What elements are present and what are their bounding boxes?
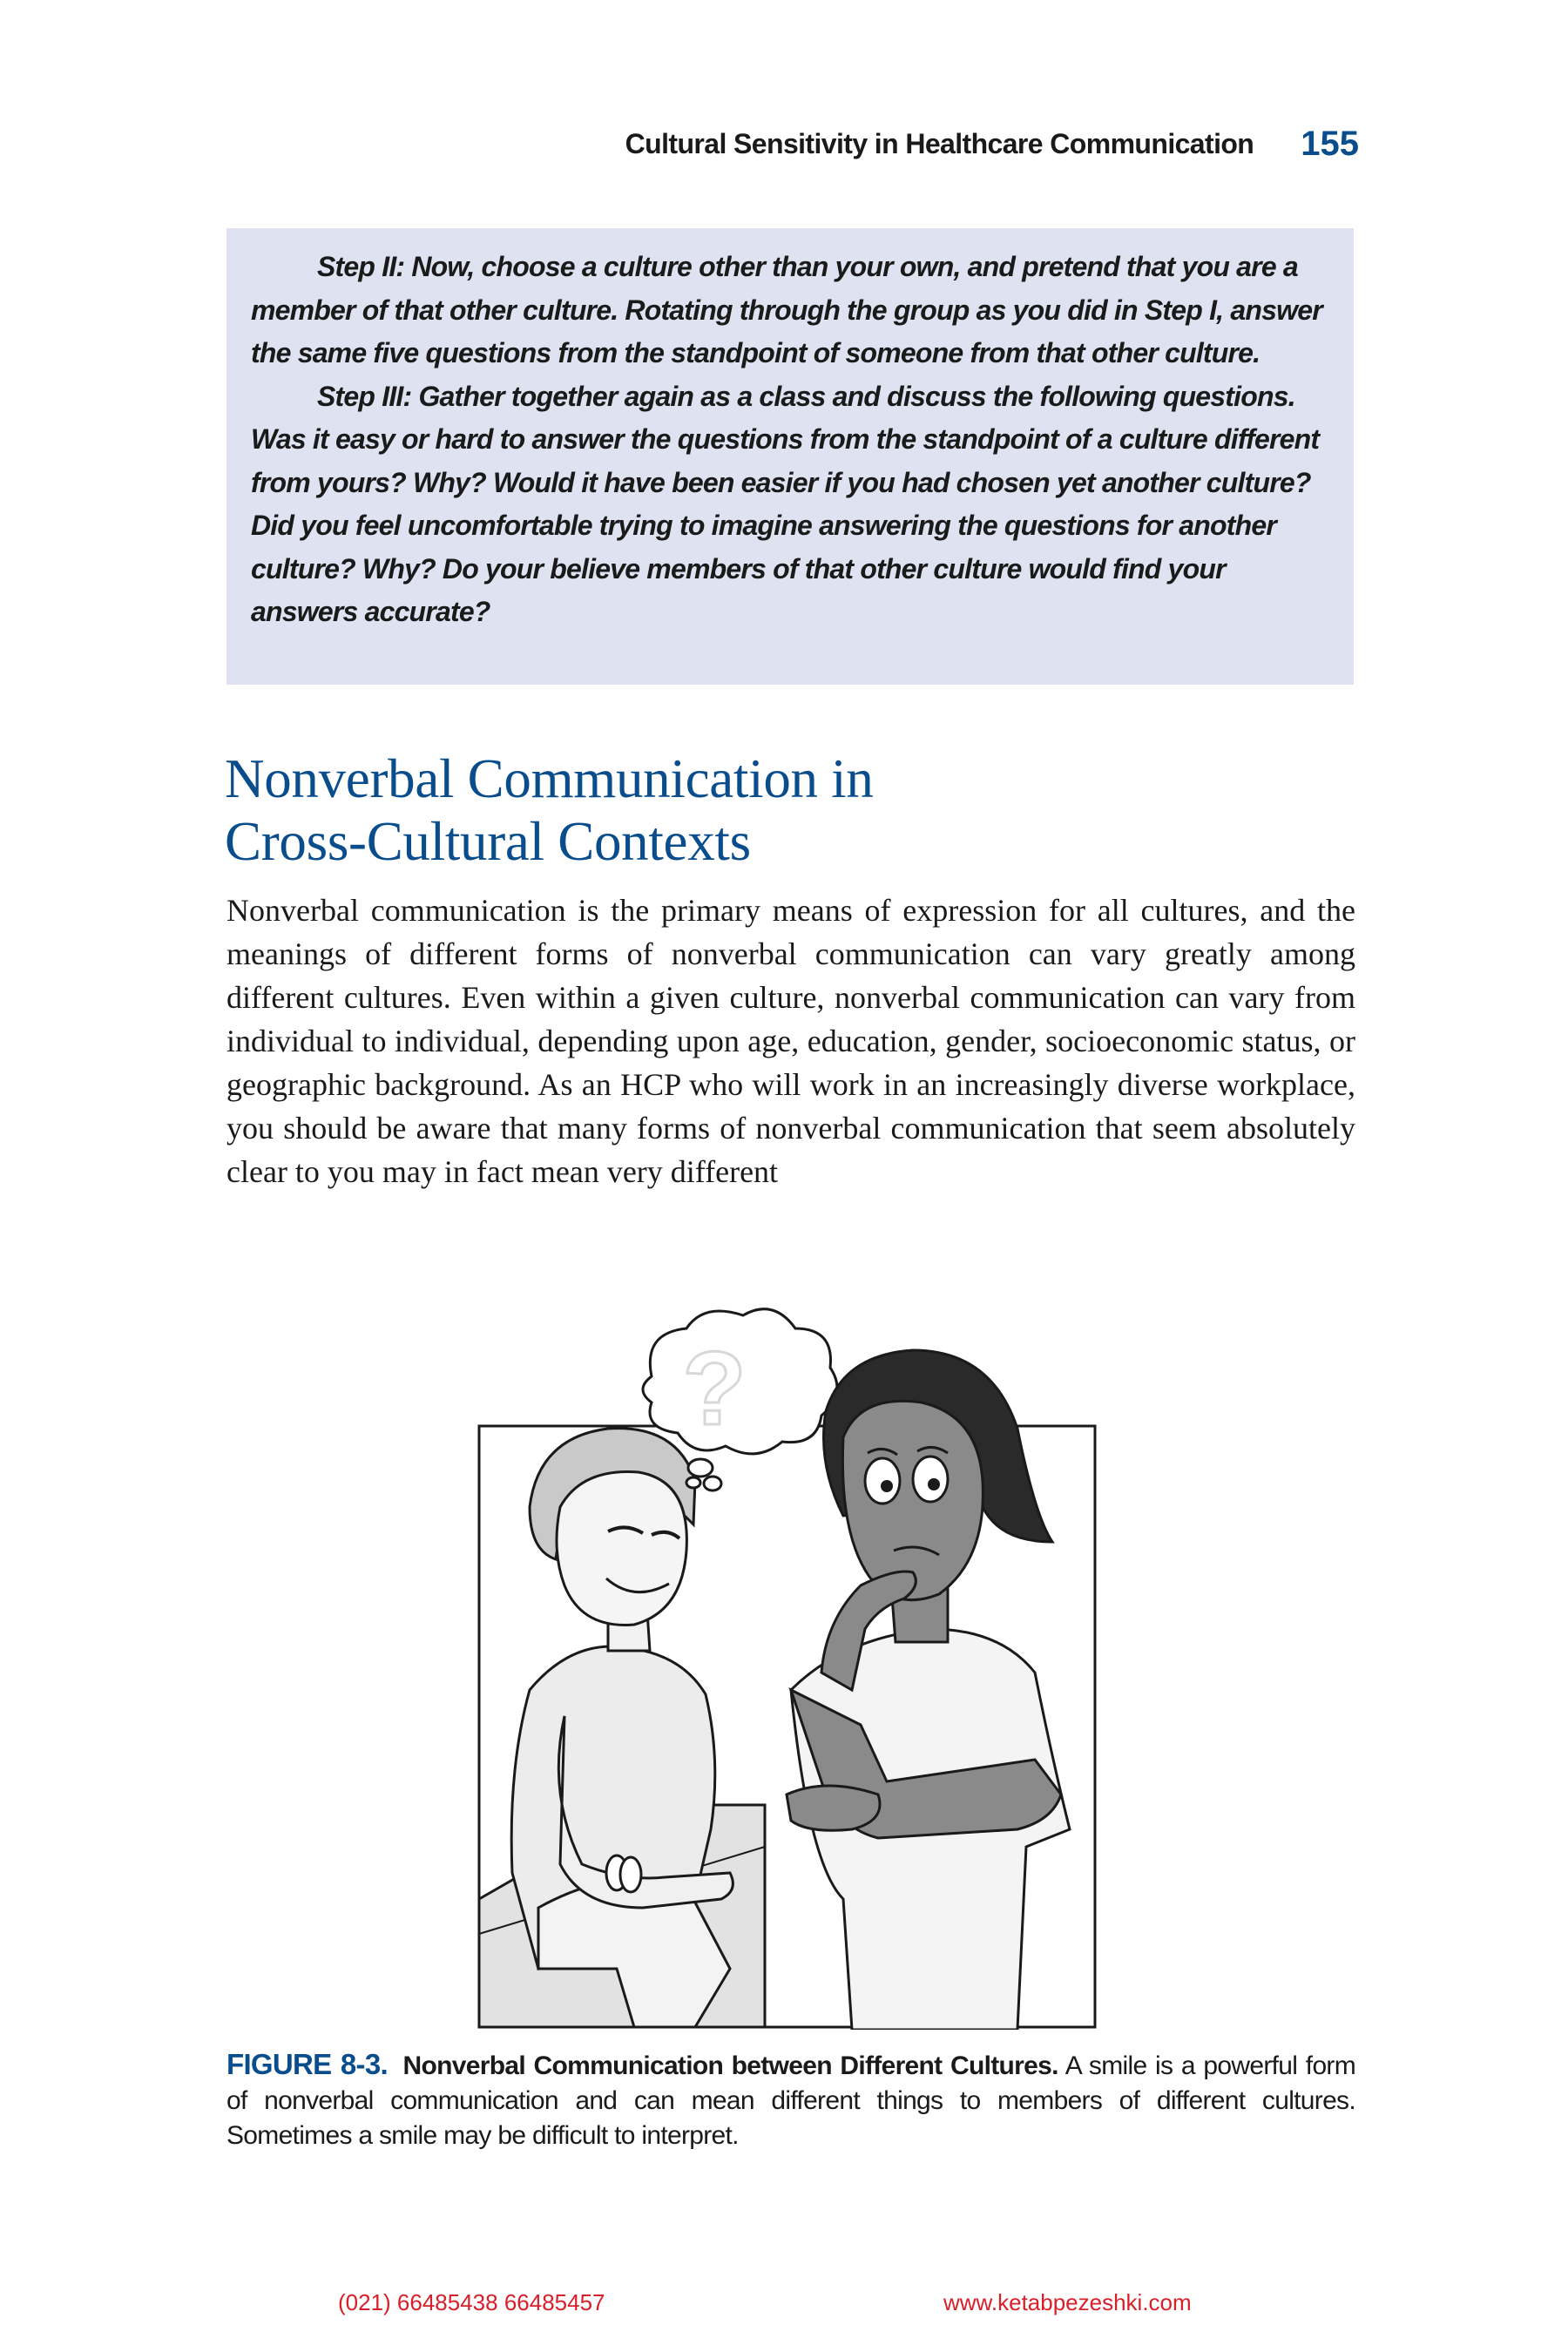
exercise-step-2: Step II: Now, choose a culture other than your own, and pretend that you are a member of that other culture. Rotating through the group as you did in Step I, answer the same five questions from the standpoint of someone from that other culture. <box>251 251 1322 368</box>
running-head <box>226 122 1359 166</box>
figure-illustration <box>477 1307 1101 2030</box>
thought-question-mark: ? <box>682 1330 747 1447</box>
section-heading-line-1: Nonverbal Communication in <box>225 748 874 809</box>
exercise-step-3: Step III: Gather together again as a class and discuss the following questions. Was it easy or hard to answer the questions from the standpoint of a culture different from yours? Why? Would it have been easier if you had chosen yet another culture? Did you feel uncomfortable trying to imagine answering the questions for another culture? Why? Do your believe members of that other culture would find your answers accurate? <box>251 380 1320 627</box>
footer-website-link[interactable]: www.ketabpezeshki.com <box>943 2289 1192 2315</box>
section-heading-line-2: Cross-Cultural Contexts <box>225 811 751 872</box>
section-heading <box>225 747 1357 873</box>
running-title: Cultural Sensitivity in Healthcare Communication <box>625 127 1254 159</box>
cartoon-illustration <box>477 1307 1101 2030</box>
figure-caption <box>226 2047 1355 2153</box>
figure-label: FIGURE 8-3. <box>226 2048 388 2080</box>
page-footer <box>0 2289 1568 2324</box>
body-paragraph: Nonverbal communication is the primary means of expression for all cultures, and the meanings of different forms of nonverbal communication can vary greatly among different cultures. Even within a given culture, nonverbal communication can vary from individual to individual, depending upon age, education, gender, socioeconomic status, or geographic background. As an HCP who will work in an increasingly diverse workplace, you should be aware that many forms of nonverbal communication that seem absolutely clear to you may in fact mean very different <box>226 893 1355 1189</box>
figure-caption-text: A smile is a powerful form of nonverbal communication and can mean different things to members of different cultures. Sometimes a smile may be difficult to interpret. <box>226 2051 1356 2150</box>
page-number: 155 <box>1301 124 1359 163</box>
figure-title: Nonverbal Communication between Different Cultures. <box>402 2051 1058 2080</box>
footer-phone: (021) 66485438 66485457 <box>338 2289 605 2315</box>
exercise-box <box>226 228 1354 685</box>
